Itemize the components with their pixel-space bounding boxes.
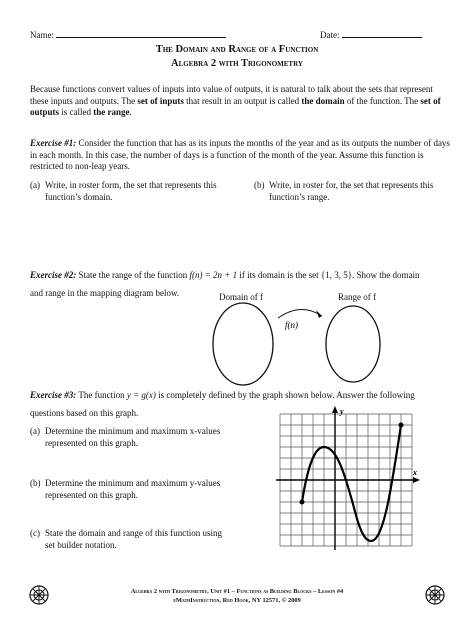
range-label: Range of f bbox=[338, 292, 376, 302]
footer-ornament-left bbox=[28, 584, 50, 606]
exercise-1b bbox=[254, 180, 450, 203]
mapping-arrow bbox=[278, 309, 322, 318]
exercise-3a-mark: (a) bbox=[30, 426, 40, 436]
x-axis-arrow bbox=[413, 477, 420, 483]
footer-line-1: Algebra 2 with Trigonometry, Unit #1 – Functions as Building Blocks – Lesson #4 bbox=[130, 588, 344, 595]
exercise-3-line-2: questions based on this graph. bbox=[30, 408, 139, 418]
page-subtitle: Algebra 2 with Trigonometry bbox=[171, 58, 303, 69]
arrowhead bbox=[316, 310, 322, 318]
exercise-3a bbox=[30, 426, 230, 449]
y-axis-arrow bbox=[332, 406, 338, 413]
exercise-2-label: Exercise #2: bbox=[30, 270, 77, 280]
exercise-3-function: y = g(x) bbox=[126, 390, 156, 400]
intro-text-5: . bbox=[129, 107, 132, 118]
date-label: Date: bbox=[320, 30, 340, 40]
footer-line-2: eMathInstruction, Red Hook, NY 12571, © 2009 bbox=[173, 597, 301, 604]
footer-ornament-right bbox=[424, 584, 446, 606]
exercise-1a bbox=[30, 180, 235, 203]
exercise-2-set: {1, 3, 5} bbox=[320, 270, 353, 280]
function-graph bbox=[270, 404, 430, 554]
intro-text-4: is called bbox=[59, 107, 94, 118]
exercise-2-line-2: and range in the mapping diagram below. bbox=[30, 288, 180, 298]
intro-text-3: of the function. The bbox=[344, 95, 421, 106]
x-axis-label: x bbox=[413, 468, 417, 477]
page-title: The Domain and Range of a Function bbox=[155, 44, 319, 55]
y-axis-label: y bbox=[340, 407, 344, 416]
exercise-1b-mark: (b) bbox=[254, 180, 265, 190]
exercise-3a-text: Determine the minimum and maximum x-values represented on this graph. bbox=[45, 426, 221, 448]
exercise-1-label: Exercise #1: bbox=[30, 138, 77, 148]
exercise-3-text-2: is completely defined by the graph shown below. Answer the following bbox=[155, 390, 415, 400]
exercise-3-label: Exercise #3: bbox=[30, 390, 77, 400]
intro-bold-2: the domain bbox=[301, 95, 345, 106]
exercise-1-prompt bbox=[30, 138, 450, 173]
exercise-2-prompt bbox=[30, 270, 470, 282]
range-oval[interactable] bbox=[326, 306, 380, 382]
exercise-1b-text: Write, in roster for, the set that represents this function’s range. bbox=[269, 180, 434, 202]
exercise-1a-mark: (a) bbox=[30, 180, 40, 190]
exercise-3-prompt bbox=[30, 390, 470, 402]
domain-oval[interactable] bbox=[213, 303, 273, 385]
domain-label: Domain of f bbox=[219, 292, 263, 302]
curve-end-point bbox=[399, 423, 404, 428]
exercise-2-text-2: if its domain is the set bbox=[237, 270, 321, 280]
date-line bbox=[320, 28, 422, 42]
intro-text-1: Because functions convert values of inputs into value of outputs, it is natural to talk about the sets that represent these inputs and outputs. The bbox=[30, 84, 433, 106]
exercise-3b bbox=[30, 478, 230, 501]
name-blank[interactable] bbox=[56, 28, 226, 38]
date-blank[interactable] bbox=[342, 28, 422, 38]
name-line bbox=[30, 28, 226, 42]
intro-bold-4: the range bbox=[93, 107, 130, 118]
name-label: Name: bbox=[30, 30, 54, 40]
intro-bold-3: set of outputs bbox=[30, 95, 441, 118]
exercise-3c-text: State the domain and range of this function using set builder notation. bbox=[45, 528, 222, 550]
exercise-1-text: Consider the function that has as its inputs the months of the year and as its outputs the number of days in each month. In this case, the number of days is a function of the month of the year. Assume this function is restricted to non-leap years. bbox=[30, 138, 450, 172]
intro-paragraph bbox=[30, 84, 450, 119]
mapping-diagram bbox=[200, 300, 400, 390]
function-curve bbox=[302, 425, 401, 541]
curve-start-point bbox=[300, 500, 305, 505]
exercise-3c bbox=[30, 528, 230, 551]
exercise-3b-text: Determine the minimum and maximum y-values represented on this graph. bbox=[45, 478, 221, 500]
mapping-arrow-label: f(n) bbox=[285, 320, 298, 330]
exercise-3-text-1: The function bbox=[76, 390, 127, 400]
exercise-2-text-1: State the range of the function bbox=[76, 270, 190, 280]
exercise-2-function: f(n) = 2n + 1 bbox=[189, 270, 238, 280]
intro-text-2: that result in an output is called bbox=[183, 95, 302, 106]
exercise-3b-mark: (b) bbox=[30, 478, 41, 488]
exercise-3c-mark: (c) bbox=[30, 528, 40, 538]
exercise-2-text-3: . Show the domain bbox=[352, 270, 420, 280]
exercise-1a-text: Write, in roster form, the set that represents this function’s domain. bbox=[45, 180, 217, 202]
intro-bold-1: set of inputs bbox=[137, 95, 184, 106]
